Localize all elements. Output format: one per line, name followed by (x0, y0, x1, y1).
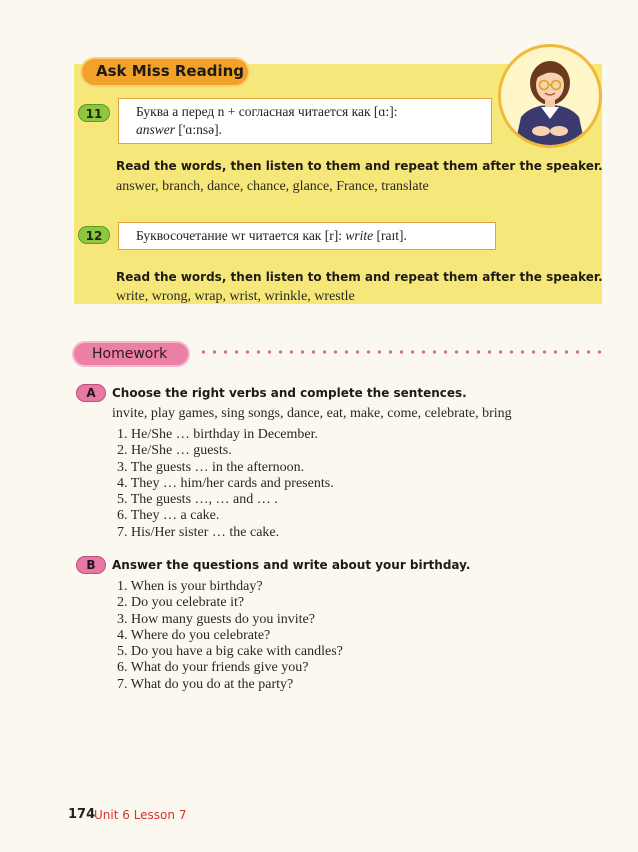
list-item: 6. What do your friends give you? (117, 660, 309, 676)
list-item: 7. What do you do at the party? (117, 676, 294, 692)
word-list-12: write, wrong, wrap, wrist, wrinkle, wrestle (116, 289, 355, 304)
list-item: 5. Do you have a big cake with candles? (117, 644, 343, 660)
rule-text-12: Буквосочетание wr читается как [r]: (136, 228, 346, 243)
task-letter-a: A (76, 384, 106, 402)
word-list-11: answer, branch, dance, chance, glance, France, translate (116, 179, 429, 194)
list-item: 2. Do you celebrate it? (117, 595, 245, 611)
rule-example-word-12: write (345, 228, 374, 243)
list-item: 1. When is your birthday? (117, 579, 263, 594)
rule-example-11 (136, 121, 491, 139)
rule-example-transcription-12: [raɪt]. (376, 228, 407, 243)
task-items-b (117, 579, 343, 693)
instruction-12: Read the words, then listen to them and repeat them after the speaker. (116, 270, 603, 284)
section-title-homework: Homework (92, 346, 168, 362)
rule-example-word-11: answer (136, 122, 176, 137)
list-item: 7. His/Her sister … the cake. (117, 524, 280, 540)
rule-box-11 (118, 98, 492, 144)
task-items-a (117, 427, 334, 541)
rule-box-12 (118, 222, 496, 250)
list-item: 1. He/She … birthday in December. (117, 427, 319, 442)
task-letter-b: B (76, 556, 106, 574)
list-item: 2. He/She … guests. (117, 443, 232, 459)
task-instruction-a: Choose the right verbs and complete the sentences. (112, 386, 467, 400)
rule-text-11: Буква a перед n + согласная читается как [ɑ:]: (136, 104, 398, 119)
dotted-divider (198, 349, 604, 355)
teacher-portrait-icon (498, 44, 602, 148)
page-number: 174 (68, 807, 96, 822)
rule-example-transcription-11: ['ɑ:nsə]. (178, 122, 222, 137)
list-item: 5. The guests …, … and … . (117, 492, 278, 508)
list-item: 4. They … him/her cards and presents. (117, 475, 334, 491)
exercise-number-11: 11 (78, 104, 110, 122)
list-item: 6. They … a cake. (117, 508, 220, 524)
list-item: 3. The guests … in the afternoon. (117, 459, 305, 475)
unit-lesson-label: Unit 6 Lesson 7 (94, 808, 187, 822)
task-instruction-b: Answer the questions and write about your birthday. (112, 558, 471, 572)
list-item: 4. Where do you celebrate? (117, 627, 271, 643)
task-word-bank-a: invite, play games, sing songs, dance, eat, make, come, celebrate, bring (112, 406, 512, 421)
instruction-11: Read the words, then listen to them and repeat them after the speaker. (116, 159, 603, 173)
list-item: 3. How many guests do you invite? (117, 611, 315, 627)
exercise-number-12: 12 (78, 226, 110, 244)
section-title-ask-miss-reading: Ask Miss Reading (96, 62, 245, 80)
